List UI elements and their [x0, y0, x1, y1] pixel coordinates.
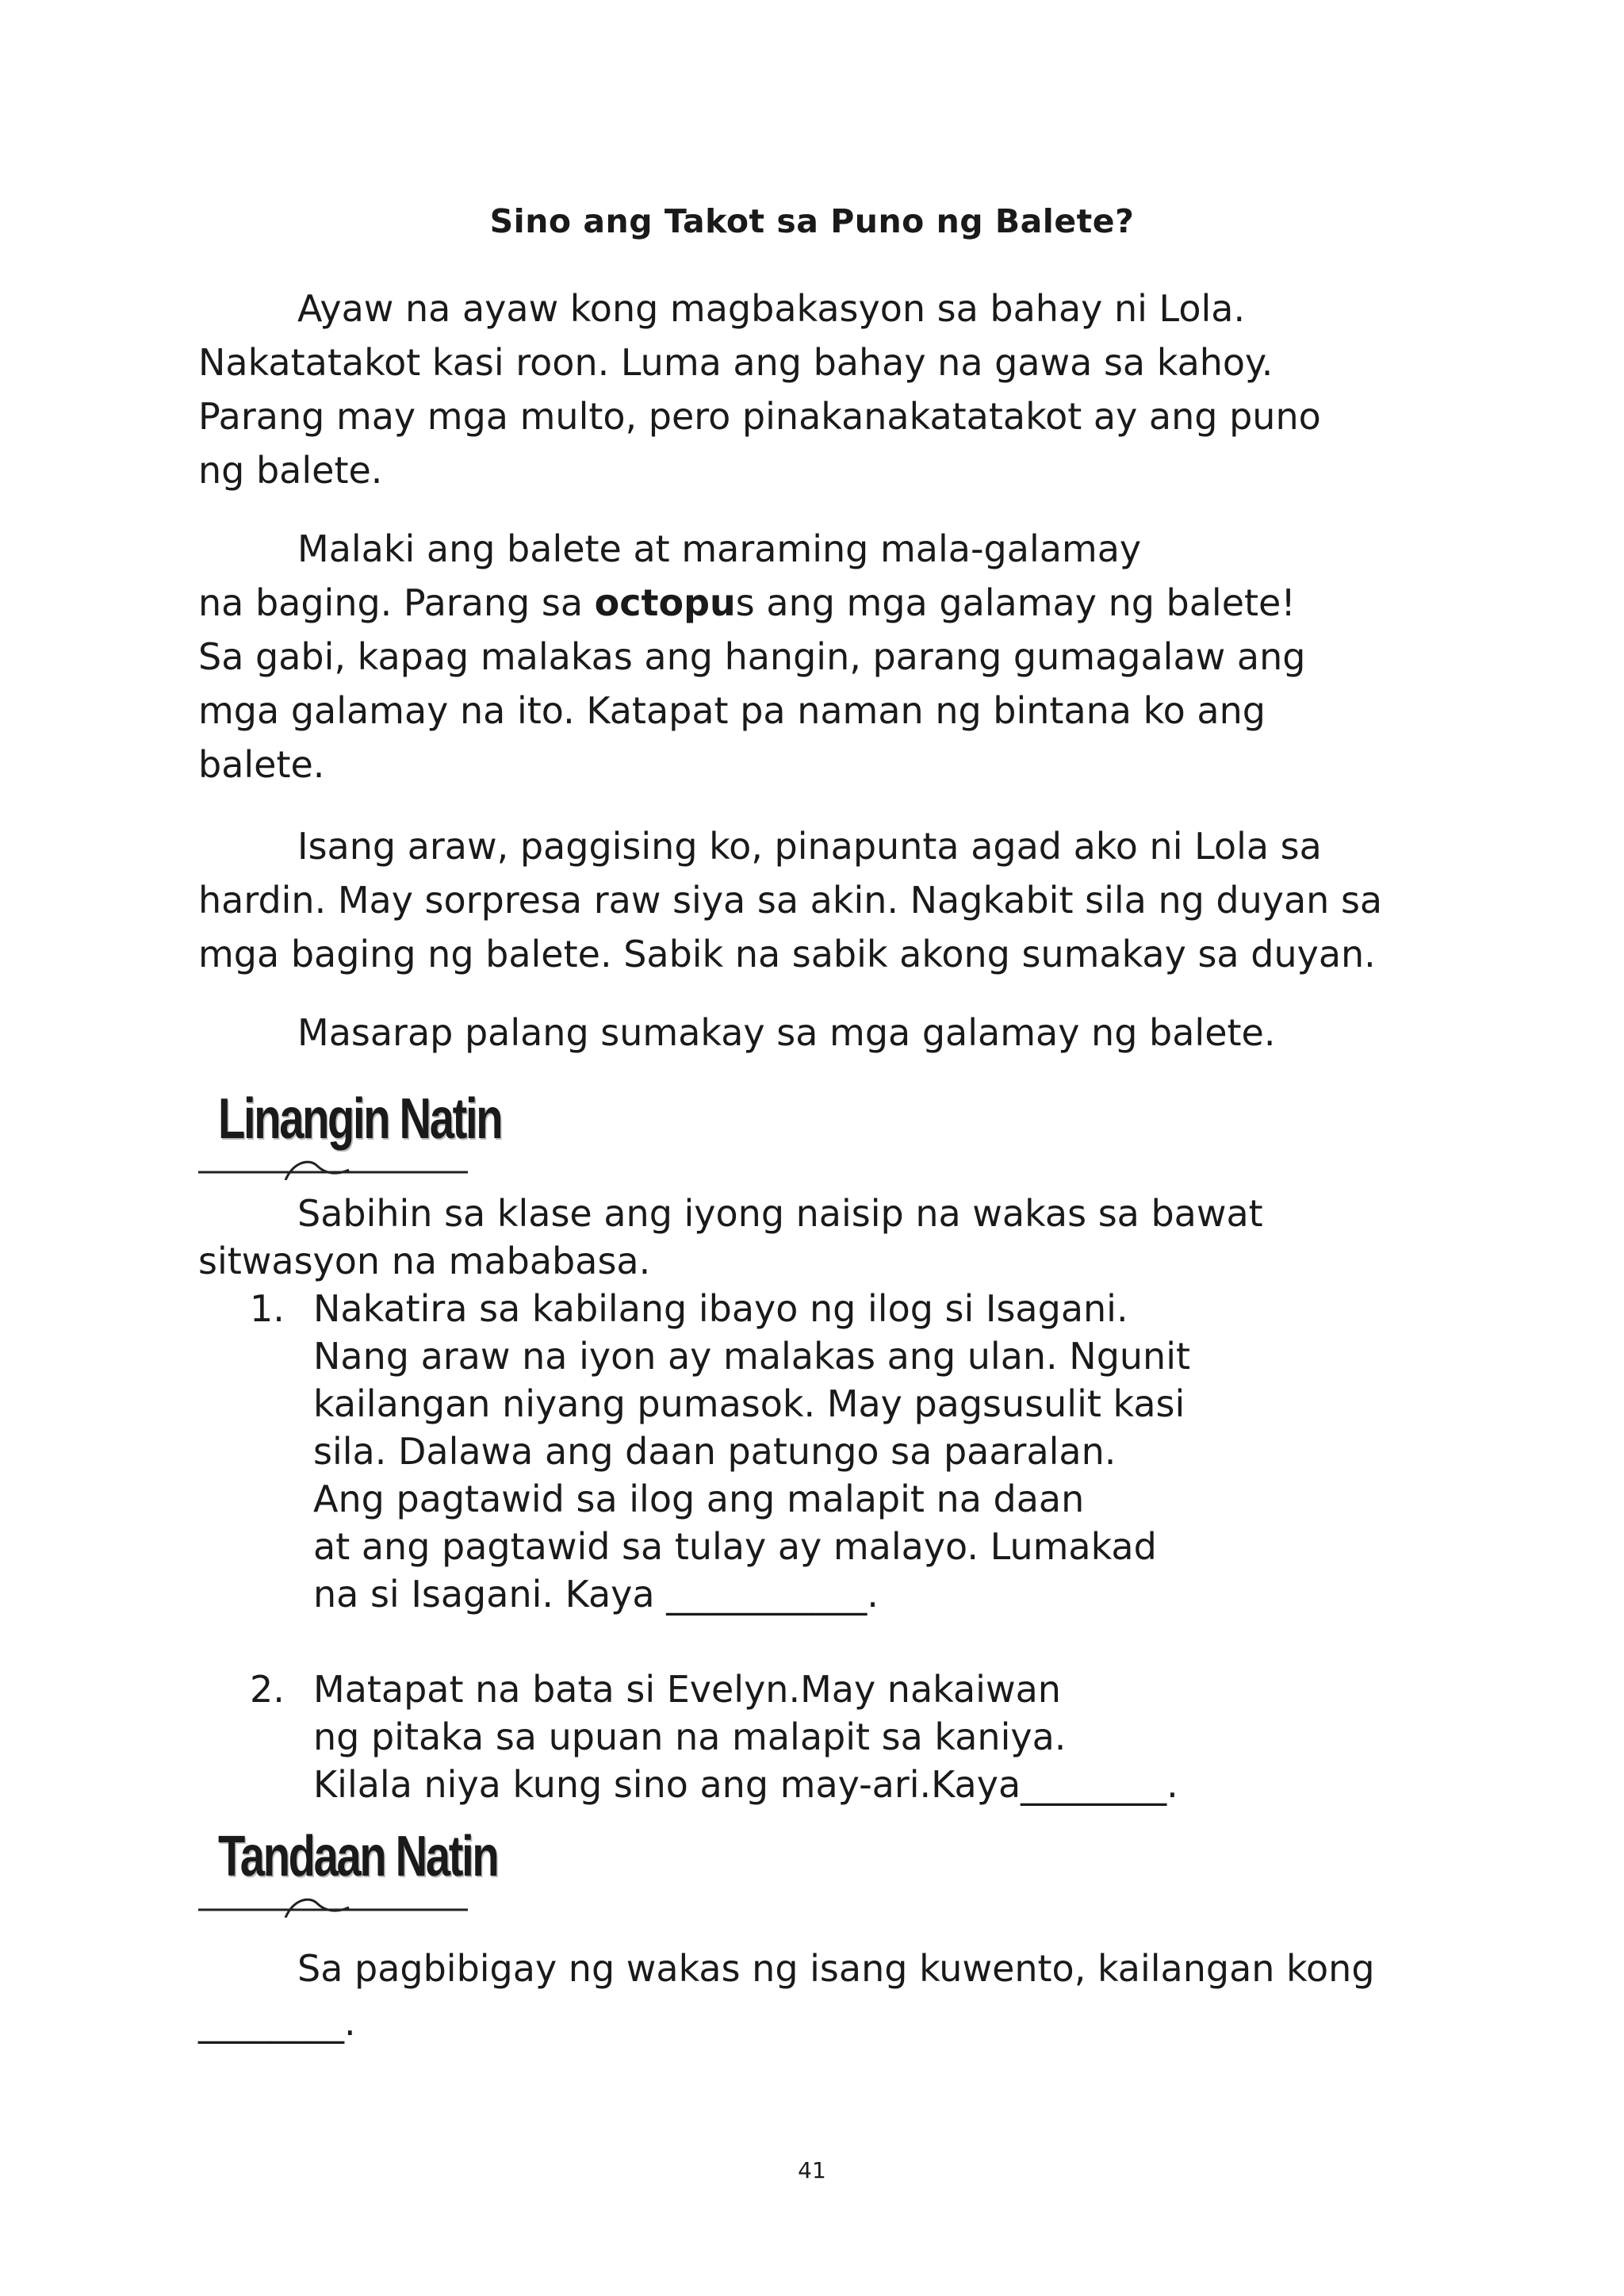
paragraph-line: Ayaw na ayaw kong magbakasyon sa bahay ni Lola. [297, 287, 1246, 330]
story-paragraph-3 [198, 819, 1435, 981]
paragraph-line: balete. [198, 743, 325, 786]
story-paragraph-2 [198, 522, 1435, 792]
story-title: Sino ang Takot sa Puno ng Balete? [489, 202, 1135, 240]
item-line: Nakatira sa kabilang ibayo ng ilog si Isagani. [313, 1287, 1128, 1330]
bold-word: octopu [594, 581, 736, 624]
story-paragraph-1 [198, 282, 1435, 497]
item-text [313, 1665, 1178, 1808]
page-number: 41 [798, 2157, 826, 2183]
paragraph-line: Sa pagbibigay ng wakas ng isang kuwento, kailangan kong [297, 1947, 1375, 1990]
item-line: Nang araw na iyon ay malakas ang ulan. Ngunit [313, 1335, 1191, 1378]
item-line: at ang pagtawid sa tulay ay malayo. Lumakad [313, 1525, 1157, 1568]
item-line: Kilala niya kung sino ang may-ari.Kaya________. [313, 1763, 1178, 1806]
paragraph-line: Nakatatakot kasi roon. Luma ang bahay na gawa sa kahoy. [198, 341, 1274, 384]
linangin-instructions [198, 1190, 1435, 1285]
tandaan-text [198, 1941, 1435, 2049]
paragraph-line: Parang may mga multo, pero pinakanakatatakot ay ang puno [198, 395, 1321, 438]
item-line: na si Isagani. Kaya ___________. [313, 1573, 879, 1616]
paragraph-line: Sabihin sa klase ang iyong naisip na wakas sa bawat [297, 1192, 1263, 1235]
tandaan-natin-heading [198, 1824, 498, 1918]
paragraph-text: s ang mga galamay ng balete! [735, 581, 1296, 624]
item-line: Ang pagtawid sa ilog ang malapit na daan [313, 1478, 1085, 1520]
paragraph-line: Isang araw, paggising ko, pinapunta agad ako ni Lola sa [297, 825, 1322, 868]
paragraph-line: ng balete. [198, 449, 383, 492]
paragraph-line: mga baging ng balete. Sabik na sabik akong sumakay sa duyan. [198, 933, 1376, 976]
paragraph-line: Sa gabi, kapag malakas ang hangin, parang gumagalaw ang [198, 635, 1306, 678]
paragraph-line: sitwasyon na mababasa. [198, 1240, 651, 1282]
section-title: Linangin Natin [218, 1087, 502, 1151]
item-line: Matapat na bata si Evelyn.May nakaiwan [313, 1668, 1061, 1711]
paragraph-line [198, 576, 1435, 630]
paragraph-line: Malaki ang balete at maraming mala-galamay [297, 527, 1142, 570]
paragraph-text: na baging. Parang sa [198, 581, 595, 624]
paragraph-line: Masarap palang sumakay sa mga galamay ng balete. [297, 1011, 1276, 1054]
paragraph-line: hardin. May sorpresa raw siya sa akin. Nagkabit sila ng duyan sa [198, 879, 1383, 922]
story-paragraph-4 [198, 1006, 1435, 1060]
item-line: kailangan niyang pumasok. May pagsusulit kasi [313, 1382, 1185, 1425]
item-line: ng pitaka sa upuan na malapit sa kaniya. [313, 1715, 1067, 1758]
item-number: 2. [250, 1668, 285, 1711]
item-text [313, 1285, 1190, 1618]
paragraph-line: ________. [198, 2001, 356, 2044]
item-number: 1. [250, 1287, 285, 1330]
paragraph-line: mga galamay na ito. Katapat pa naman ng bintana ko ang [198, 689, 1266, 732]
item-line: sila. Dalawa ang daan patungo sa paaralan. [313, 1430, 1116, 1473]
section-title: Tandaan Natin [218, 1825, 498, 1888]
linangin-natin-heading [198, 1087, 502, 1180]
